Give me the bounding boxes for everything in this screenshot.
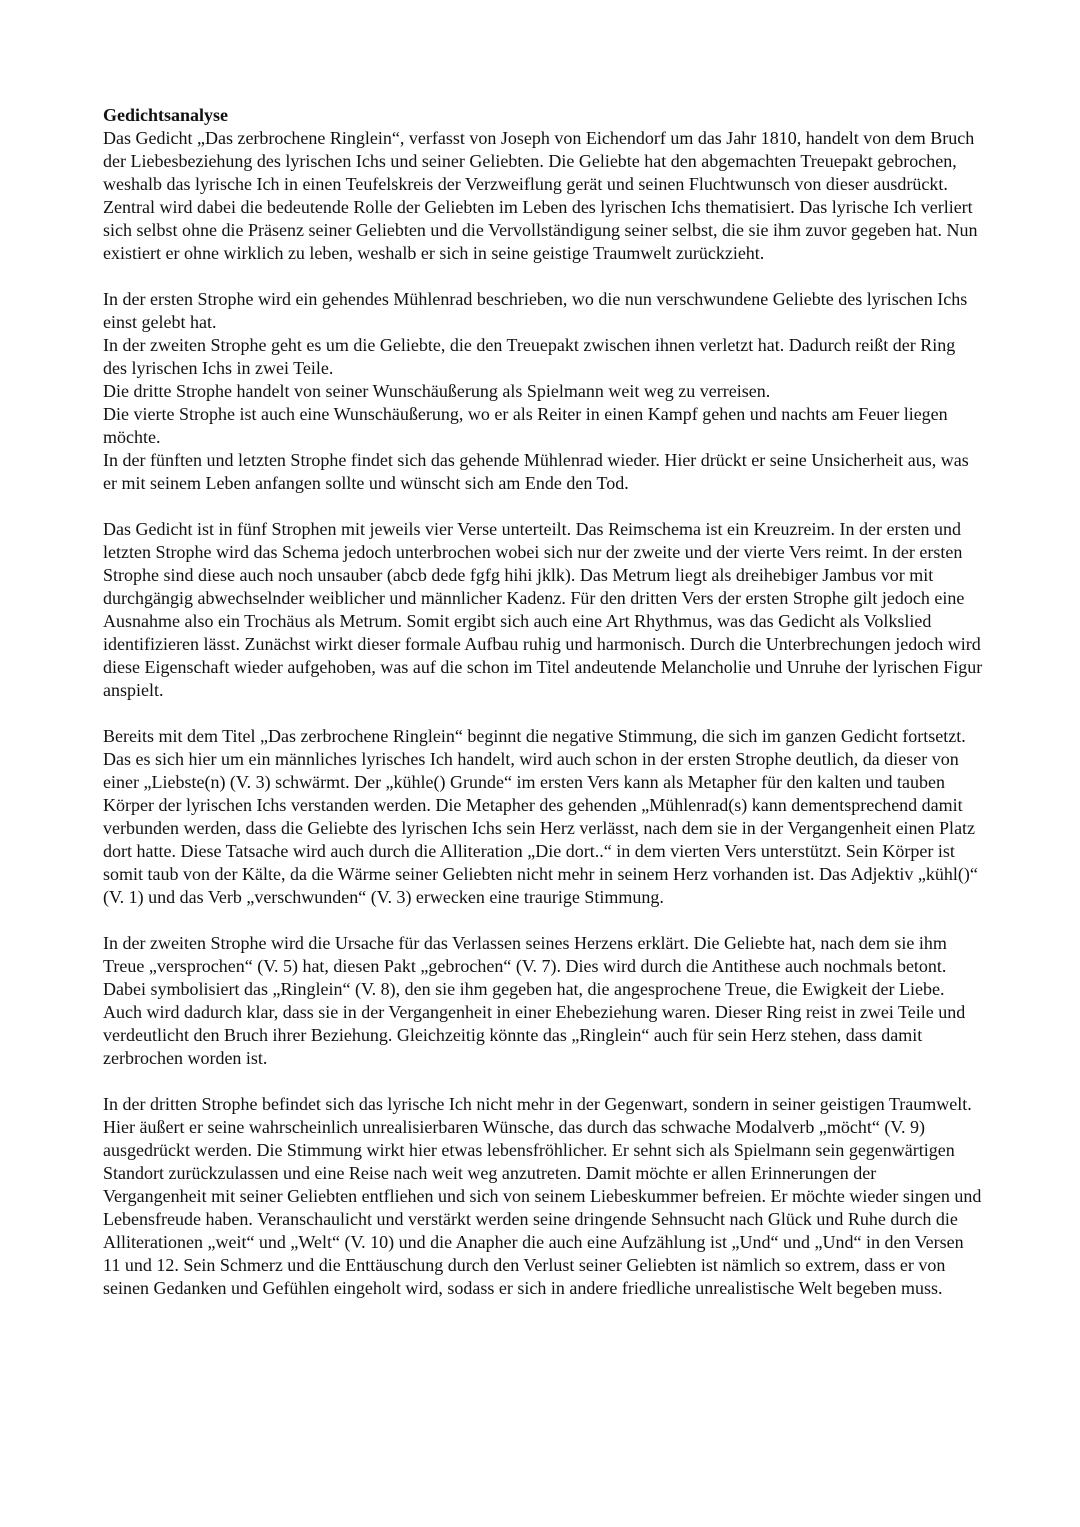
summary-paragraph: Die vierte Strophe ist auch eine Wunschäußerung, wo er als Reiter in einen Kampf gehen und nachts am Feuer liegen möchte. [103,404,948,447]
intro-section [103,127,983,265]
stanza1-section [103,725,983,909]
summary-section [103,288,983,495]
stanza2-section [103,932,983,1070]
stanza2-paragraph: In der zweiten Strophe wird die Ursache für das Verlassen seines Herzens erklärt. Die Geliebte hat, nach dem sie ihm Treue „versprochen“ (V. 5) hat, diesen Pakt „gebrochen“ (V. 7). Dies wird durch die Antithese auch nochmals betont. Dabei symbolisiert das „Ringlein“ (V. 8), den sie ihm gegeben hat, die angesprochene Treue, die Ewigkeit der Liebe. Auch wird dadurch klar, dass sie in der Vergangenheit in einer Ehebeziehung waren. Dieser Ring reist in zwei Teile und verdeutlicht den Bruch ihrer Beziehung. Gleichzeitig könnte das „Ringlein“ auch für sein Herz stehen, dass damit zerbrochen worden ist. [103,933,966,1068]
document-title: Gedichtsanalyse [103,105,229,125]
summary-paragraph: In der ersten Strophe wird ein gehendes Mühlenrad beschrieben, wo die nun verschwundene Geliebte des lyrischen Ichs einst gelebt hat. [103,289,968,332]
stanza1-paragraph: Bereits mit dem Titel „Das zerbrochene Ringlein“ beginnt die negative Stimmung, die sich im ganzen Gedicht fortsetzt. Das es sich hier um ein männliches lyrisches Ich handelt, wird auch schon in der ersten Strophe deutlich, da dieser von einer „Liebste(n) (V. 3) schwärmt. Der „kühle() Grunde“ im ersten Vers kann als Metapher für den kalten und tauben Körper der lyrischen Ichs verstanden werden. Die Metapher des gehenden „Mühlenrad(s) kann dementsprechend damit verbunden werden, dass die Geliebte des lyrischen Ichs sein Herz verlässt, nach dem sie in der Vergangenheit einen Platz dort hatte. Diese Tatsache wird auch durch die Alliteration „Die dort..“ in dem vierten Vers unterstützt. Sein Körper ist somit taub von der Kälte, da die Wärme seiner Geliebten nicht mehr in seinem Herz vorhanden ist. Das Adjektiv „kühl()“ (V. 1) und das Verb „verschwunden“ (V. 3) erwecken eine traurige Stimmung. [103,726,978,907]
form-paragraph: Das Gedicht ist in fünf Strophen mit jeweils vier Verse unterteilt. Das Reimschema ist ein Kreuzreim. In der ersten und letzten Strophe wird das Schema jedoch unterbrochen wobei sich nur der zweite und der vierte Vers reimt. In der ersten Strophe sind diese auch noch unsauber (abcb dede fgfg hihi jklk). Das Metrum liegt als dreihebiger Jambus vor mit durchgängig abwechselnder weiblicher und männlicher Kadenz. Für den dritten Vers der ersten Strophe gilt jedoch eine Ausnahme also ein Trochäus als Metrum. Somit ergibt sich auch eine Art Rhythmus, was das Gedicht als Volkslied identifizieren lässt. Zunächst wirkt dieser formale Aufbau ruhig und harmonisch. Durch die Unterbrechungen jedoch wird diese Eigenschaft wieder aufgehoben, was auf die schon im Titel andeutende Melancholie und Unruhe der lyrischen Figur anspielt. [103,519,983,700]
intro-paragraph: Das Gedicht „Das zerbrochene Ringlein“, verfasst von Joseph von Eichendorf um das Jahr 1810, handelt von dem Bruch der Liebesbeziehung des lyrischen Ichs und seiner Geliebten. Die Geliebte hat den abgemachten Treuepakt gebrochen, weshalb das lyrische Ich in einen Teufelskreis der Verzweiflung gerät und seinen Fluchtwunsch von dieser ausdrückt. [103,128,975,194]
intro-paragraph: Zentral wird dabei die bedeutende Rolle der Geliebten im Leben des lyrischen Ichs thematisiert. Das lyrische Ich verliert sich selbst ohne die Präsenz seiner Geliebten und die Vervollständigung seiner selbst, die sie ihm zuvor gegeben hat. Nun existiert er ohne wirklich zu leben, weshalb er sich in seine geistige Traumwelt zurückzieht. [103,197,978,263]
stanza3-paragraph: In der dritten Strophe befindet sich das lyrische Ich nicht mehr in der Gegenwart, sondern in seiner geistigen Traumwelt. Hier äußert er seine wahrscheinlich unrealisierbaren Wünsche, das durch das schwache Modalverb „möcht“ (V. 9) ausgedrückt werden. Die Stimmung wirkt hier etwas lebensfröhlicher. Er sehnt sich als Spielmann sein gegenwärtigen Standort zurückzulassen und eine Reise nach weit weg anzutreten. Damit möchte er allen Erinnerungen der Vergangenheit mit seiner Geliebten entfliehen und sich von seinem Liebeskummer befreien. Er möchte wieder singen und Lebensfreude haben. Veranschaulicht und verstärkt werden seine dringende Sehnsucht nach Glück und Ruhe durch die Alliterationen „weit“ und „Welt“ (V. 10) und die Anapher die auch eine Aufzählung ist „Und“ und „Und“ in den Versen 11 und 12. Sein Schmerz und die Enttäuschung durch den Verlust seiner Geliebten ist nämlich so extrem, dass er von seinen Gedanken und Gefühlen eingeholt wird, sodass er sich in andere friedliche unrealistische Welt begeben muss. [103,1094,982,1298]
summary-paragraph: Die dritte Strophe handelt von seiner Wunschäußerung als Spielmann weit weg zu verreisen. [103,381,771,401]
document-page [103,104,983,1323]
form-section [103,518,983,702]
stanza3-section [103,1093,983,1300]
summary-paragraph: In der fünften und letzten Strophe findet sich das gehende Mühlenrad wieder. Hier drückt er seine Unsicherheit aus, was er mit seinem Leben anfangen sollte und wünscht sich am Ende den Tod. [103,450,969,493]
summary-paragraph: In der zweiten Strophe geht es um die Geliebte, die den Treuepakt zwischen ihnen verletzt hat. Dadurch reißt der Ring des lyrischen Ichs in zwei Teile. [103,335,956,378]
